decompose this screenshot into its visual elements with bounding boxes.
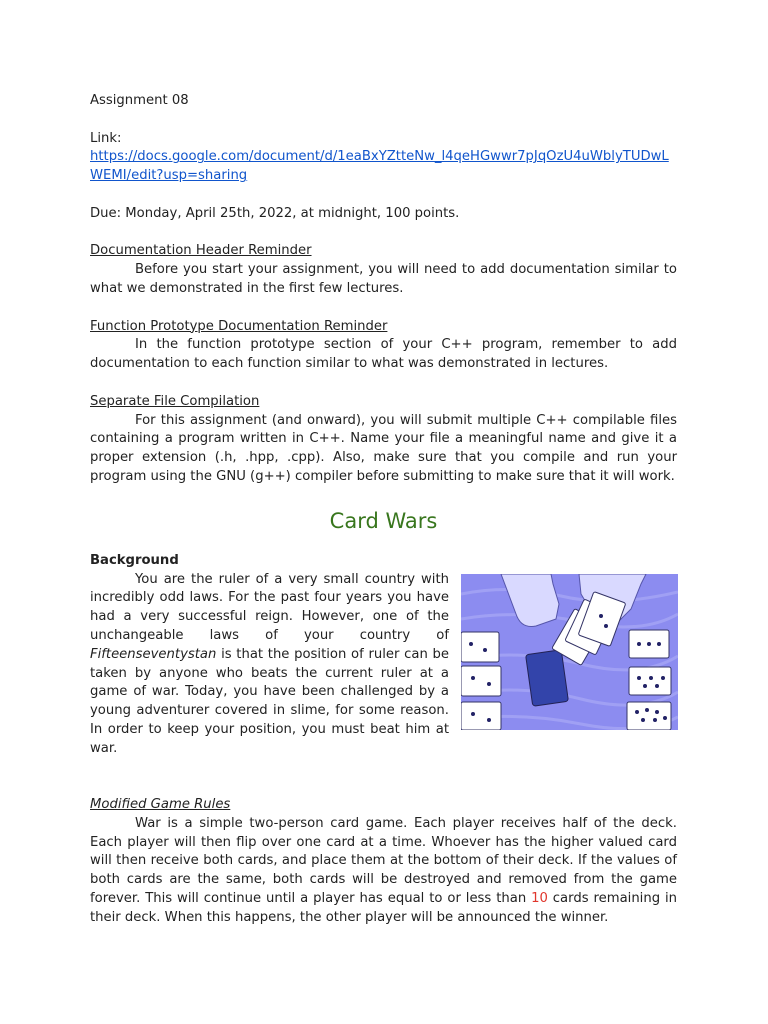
func-proto-heading: Function Prototype Documentation Reminder (90, 318, 388, 334)
func-proto-body: In the function prototype section of your C++ program, remember to add documentation to each function similar to what was demonstrated in lectures. (90, 337, 677, 372)
page-title: Card Wars (329, 508, 438, 533)
card-game-illustration (461, 574, 678, 730)
due-date: Due: Monday, April 25th, 2022, at midnight, 100 points. (90, 205, 460, 221)
card-count-threshold: 10 (531, 891, 548, 907)
rules-heading: Modified Game Rules (90, 797, 231, 813)
doc-header-body: Before you start your assignment, you will need to add documentation similar to what we demonstrated in the first few lectures. (90, 262, 677, 296)
doc-header-heading: Documentation Header Reminder (90, 243, 312, 259)
background-section (90, 552, 677, 759)
background-heading: Background (90, 552, 179, 568)
assignment-label: Assignment 08 (90, 93, 189, 108)
assignment-link[interactable]: https://docs.google.com/document/d/1eaBxYZtteNw_l4qeHGwwr7pJqOzU4uWblyTUDwLWEMI/edit?usp=sharing (90, 149, 669, 184)
separate-file-body: For this assignment (and onward), you will submit multiple C++ compilable files containing a program written in C++. Name your file a meaningful name and give it a proper extension (.h, .hpp, .cpp). Also, make sure that you compile and run your program using the GNU (g++) compiler before submitting to make sure that it will work. (90, 412, 677, 484)
link-label: Link: (90, 130, 122, 146)
document-page (90, 92, 677, 928)
separate-file-heading: Separate File Compilation (90, 393, 260, 409)
background-body: You are the ruler of a very small country with incredibly odd laws. For the past four years you have had a very successful reign. However, one of the unchangeable laws of your country of Fifteenseventystan is that the position of ruler can be taken by anyone who beats the current ruler at a game of war. Today, you have been challenged by a young adventurer covered in slime, for some reason. In order to keep your position, you must beat him at war. (90, 571, 449, 756)
country-name: Fifteenseventystan (90, 646, 217, 662)
rules-body: War is a simple two-person card game. Each player receives half of the deck. Each player will then flip over one card at a time. Whoever has the higher valued card will then receive both cards, and place them at the bottom of their deck. If the values of both cards are the same, both cards will be destroyed and removed from the game forever. This will continue until a player has equal to or less than 10 cards remaining in their deck. When this happens, the other player will be announced the winner. (90, 815, 678, 925)
